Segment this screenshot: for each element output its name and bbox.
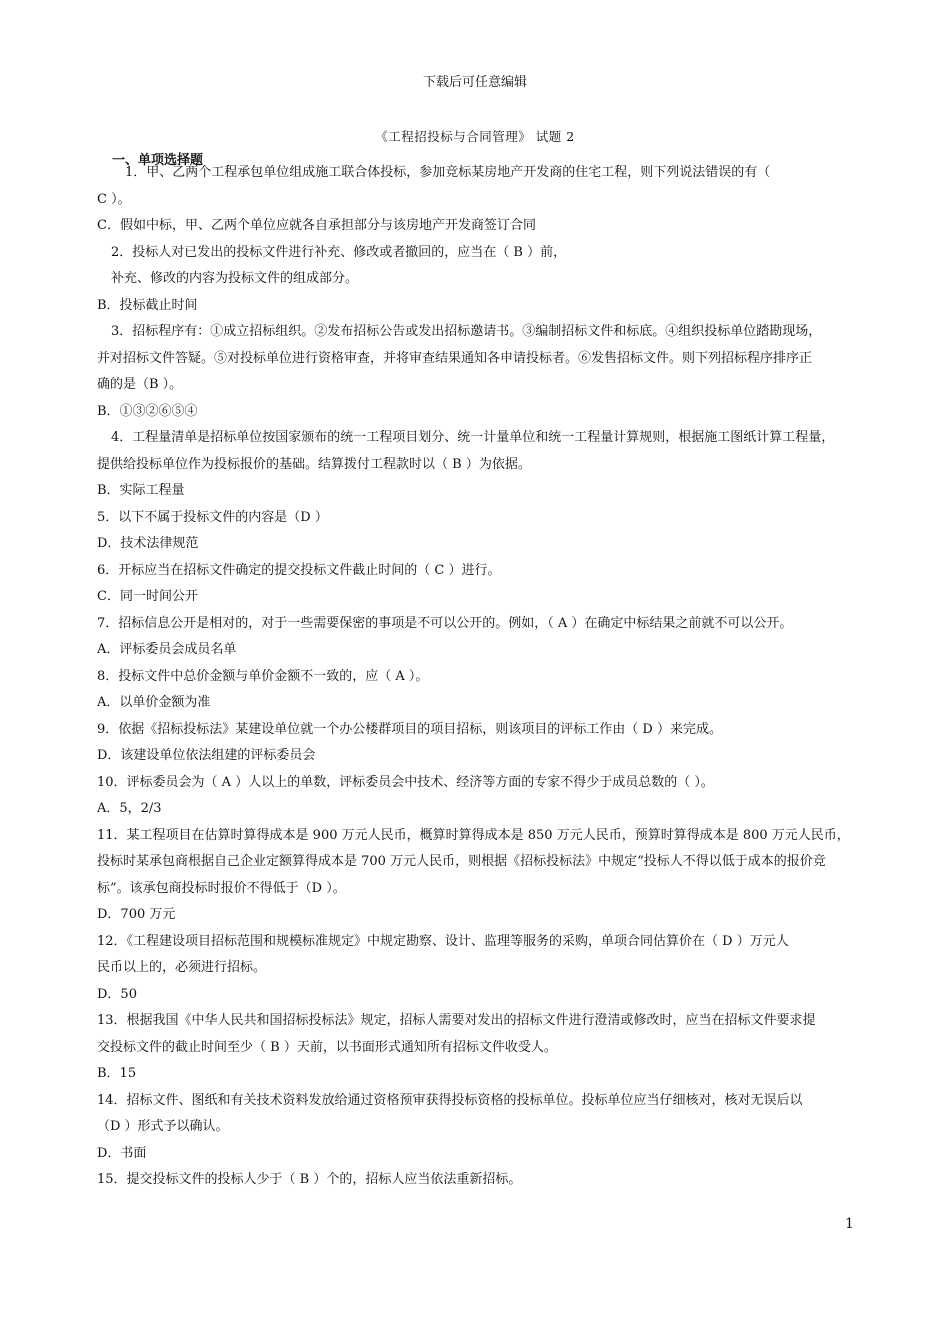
text-line: A．5，2/3 <box>97 801 162 816</box>
text-line: 并对招标文件答疑。⑤对投标单位进行资格审查，并将审查结果通知各申请投标者。⑥发售招标文件。则下列招标程序排序正 <box>97 350 813 366</box>
text-line: C ）。 <box>97 191 131 207</box>
text-line: A．评标委员会成员名单 <box>97 642 237 657</box>
text-line: A．以单价金额为准 <box>97 695 211 710</box>
text-line: （D ）形式予以确认。 <box>97 1119 229 1134</box>
text-line: 确的是（B ）。 <box>97 377 183 392</box>
text-line: 投标时某承包商根据自己企业定额算得成本是 700 万元人民币，则根据《招标投标法》中规定“投标人不得以低于成本的报价竞 <box>97 854 826 869</box>
text-line: 交投标文件的截止时间至少（ B ）天前，以书面形式通知所有招标文件收受人。 <box>97 1039 557 1055</box>
text-line: 3．招标程序有：①成立招标组织。②发布招标公告或发出招标邀请书。③编制招标文件和标底。④组织投标单位踏勘现场， <box>111 324 822 339</box>
text-line: 8．投标文件中总价金额与单价金额不一致的，应（ A ）。 <box>97 668 429 684</box>
text-line: 11．某工程项目在估算时算得成本是 900 万元人民币，概算时算得成本是 850 万元人民币，预算时算得成本是 800 万元人民币， <box>97 827 850 843</box>
text-line: C．同一时间公开 <box>97 589 198 604</box>
text-line: D．50 <box>97 986 137 1002</box>
text-line: 10．评标委员会为（ A ）人以上的单数，评标委员会中技术、经济等方面的专家不得少于成员总数的（ ）。 <box>97 774 714 790</box>
text-line: 民币以上的，必须进行招标。 <box>97 960 267 975</box>
text-line: D．该建设单位依法组建的评标委员会 <box>97 748 316 763</box>
text-line: 2．投标人对已发出的投标文件进行补充、修改或者撤回的，应当在（ B ）前， <box>111 244 567 260</box>
text-line: 7．招标信息公开是相对的，对于一些需要保密的事项是不可以公开的。例如，（ A ）在确定中标结果之前就不可以公开。 <box>97 615 793 631</box>
text-line: B．①③②⑥⑤④ <box>97 403 198 419</box>
document-title: 《工程招投标与合同管理》 试题 2 <box>375 129 575 144</box>
text-line: 1．甲、乙两个工程承包单位组成施工联合体投标，参加竞标某房地产开发商的住宅工程，则下列说法错误的有（ <box>125 165 771 180</box>
text-line: 补充、修改的内容为投标文件的组成部分。 <box>111 271 359 286</box>
text-line: 14．招标文件、图纸和有关技术资料发放给通过资格预审获得投标资格的投标单位。投标单位应当仔细核对，核对无误后以 <box>97 1092 803 1108</box>
text-line: 15．提交投标文件的投标人少于（ B ）个的，招标人应当依法重新招标。 <box>97 1172 522 1187</box>
text-line: 标”。该承包商投标时报价不得低于（D ）。 <box>97 880 346 896</box>
text-line: 6．开标应当在招标文件确定的提交投标文件截止时间的（ C ）进行。 <box>97 562 501 578</box>
text-line: C．假如中标，甲、乙两个单位应就各自承担部分与该房地产开发商签订合同 <box>97 218 536 233</box>
text-line: 9．依据《招标投标法》某建设单位就一个办公楼群项目的项目招标，则该项目的评标工作由（ D ）来完成。 <box>97 721 722 737</box>
text-line: 5．以下不属于投标文件的内容是（D ） <box>97 509 328 525</box>
text-line: D．技术法律规范 <box>97 536 199 551</box>
download-note: 下载后可任意编辑 <box>422 75 527 90</box>
text-line: 13．根据我国《中华人民共和国招标投标法》规定，招标人需要对发出的招标文件进行澄清或修改时，应当在招标文件要求提 <box>97 1013 816 1028</box>
page-number: 1 <box>845 1216 854 1232</box>
question-list <box>97 160 857 1194</box>
text-line: 12．《工程建设项目招标范围和规模标准规定》中规定勘察、设计、监理等服务的采购，单项合同估算价在（ D ）万元人 <box>97 933 789 949</box>
text-line: 4．工程量清单是招标单位按国家颁布的统一工程项目划分、统一计量单位和统一工程量计算规则，根据施工图纸计算工程量， <box>111 430 835 445</box>
section-heading: 一、单项选择题 <box>112 153 204 168</box>
text-line: B．实际工程量 <box>97 483 185 498</box>
text-line: D．书面 <box>97 1145 147 1161</box>
text-line: B．投标截止时间 <box>97 297 198 313</box>
text-line: D．700 万元 <box>97 907 176 922</box>
text-line: B．15 <box>97 1066 137 1081</box>
text-line: 提供给投标单位作为投标报价的基础。结算拨付工程款时以（ B ）为依据。 <box>97 456 531 472</box>
